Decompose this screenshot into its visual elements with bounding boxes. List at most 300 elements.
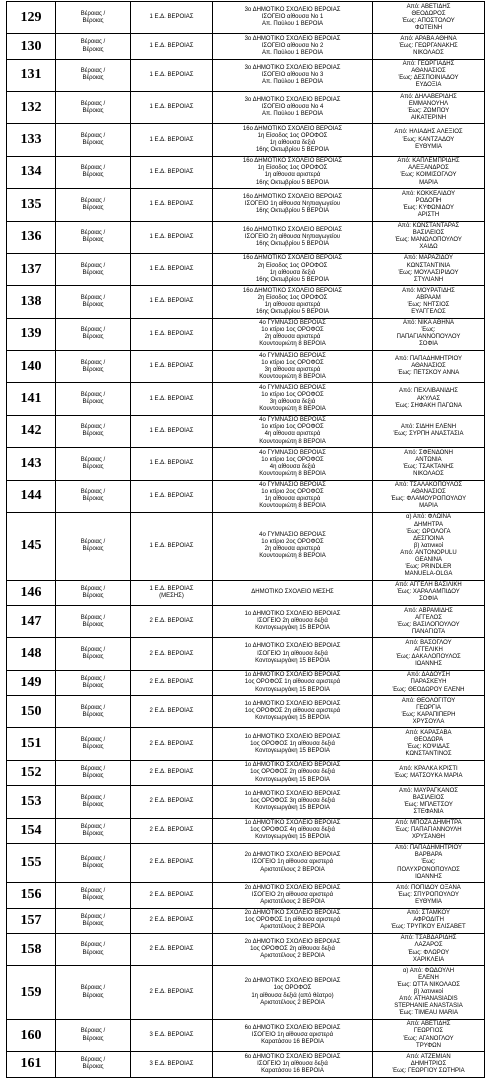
table-row <box>7 638 485 670</box>
area-line: Βέροιας / <box>80 197 106 204</box>
school-line: Κοντογεωργάκη 15 ΒΕΡΟΙΑ <box>255 657 330 664</box>
unit-cell <box>131 253 213 285</box>
range-line: ΦΩΤΕΙΝΗ <box>414 24 443 31</box>
unit-cell <box>131 966 213 1020</box>
area-line: Βέροιας / <box>80 1057 106 1064</box>
range-line: Έως: ΓΕΩΡΓΙΟΥ ΣΩΤΗΡΙΑ <box>392 1067 465 1074</box>
area-cell <box>56 696 131 728</box>
area-line: Βέροιας <box>82 863 104 870</box>
school-line: 2ο ΔΗΜΟΤΙΚΟ ΣΧΟΛΕΙΟ ΒΕΡΟΙΑΣ <box>244 852 341 859</box>
station-number: 144 <box>7 480 56 512</box>
area-line: Βέροιας / <box>80 823 106 830</box>
area-line: Βέροιας <box>82 895 104 902</box>
school-line: 4ο ΓΥΜΝΑΣΙΟ ΒΕΡΟΙΑΣ <box>259 532 326 539</box>
school-line: Απ. Παύλου 1 ΒΕΡΟΙΑ <box>261 78 324 85</box>
range-line: ΒΑΡΒΑΡΑ <box>414 852 443 859</box>
school-cell <box>213 480 373 512</box>
area-line: Βέροιας / <box>80 262 106 269</box>
range-line: ΙΩΑΝΝΗΣ <box>415 873 442 880</box>
range-line: Από: ΣΙΔΗΗ ΕΛΕΝΗ <box>400 424 457 431</box>
table-row <box>7 843 485 882</box>
range-line: Από: ATHANASIADIS <box>399 996 458 1003</box>
range-line: Από: ΜΟΥΡΑΤΙΔΗΣ <box>402 287 455 294</box>
school-line: 1ος ΟΡΟΦΟΣ 2η αίθουσα αριστερά <box>244 708 341 715</box>
school-line: 16ο ΔΗΜΟΤΙΚΟ ΣΧΟΛΕΙΟ ΒΕΡΟΙΑΣ <box>242 125 343 132</box>
range-line: ΑΙΚΑΤΕΡΙΝΗ <box>410 114 447 121</box>
range-line: Από: ΚΑΠΛΕΜΠΡΙΔΗΣ <box>397 158 460 165</box>
school-line: 6ο ΔΗΜΟΤΙΚΟ ΣΧΟΛΕΙΟ ΒΕΡΟΙΑΣ <box>244 1024 341 1031</box>
range-line: ΧΑΡΙΚΛΕΙΑ <box>412 956 445 963</box>
school-cell <box>213 318 373 350</box>
unit-cell <box>131 318 213 350</box>
school-line: ΙΣΟΓΕΙΟ αίθουσα Νο 1 <box>261 14 324 21</box>
school-line: 1η Είσοδος 1ος ΟΡΟΦΟΣ <box>257 133 328 139</box>
school-line: ΙΣΟΓΕΙΟ 1η αίθουσα Νηπιαγωγείου <box>244 201 341 208</box>
school-line: 1ο ΔΗΜΟΤΙΚΟ ΣΧΟΛΕΙΟ ΒΕΡΟΙΑΣ <box>244 820 341 826</box>
unit-cell <box>131 92 213 124</box>
station-number: 157 <box>7 908 56 933</box>
unit-line: 1 Ε.Δ. ΒΕΡΟΙΑΣ <box>149 542 194 549</box>
range-line: ΑΓΓΕΛΟΣ <box>415 614 442 621</box>
range-line: ΔΕΣΠΟΙΝΑ <box>413 535 444 542</box>
unit-line: 2 Ε.Δ. ΒΕΡΟΙΑΣ <box>149 891 194 898</box>
school-line: ΙΣΟΓΕΙΟ 1η αίθουσα δεξιά <box>257 1060 328 1067</box>
area-line: Βέροιας <box>82 1035 104 1042</box>
range-line: Από: ΗΛΙΑΔΗΣ ΑΛΕΞΙΟΣ <box>394 129 463 136</box>
range-line: β) λατινικοί <box>413 542 444 549</box>
unit-cell <box>131 383 213 415</box>
area-line: Βέροιας / <box>80 647 106 654</box>
range-line: ΕΥΘΥΜΙΑ <box>415 143 442 150</box>
school-cell <box>213 728 373 760</box>
area-line: Βέροιας <box>82 399 104 406</box>
school-cell <box>213 696 373 728</box>
range-line: Έως: ΚΑΡΑΠΙΠΕΡΗ <box>401 711 456 718</box>
unit-cell <box>131 480 213 512</box>
area-line: Βέροιας <box>82 334 104 341</box>
area-line: Βέροιας / <box>80 942 106 949</box>
station-number: 134 <box>7 156 56 188</box>
school-line: 16ης Οκτωβρίου 5 ΒΕΡΟΙΑ <box>255 240 330 247</box>
school-line: ΙΣΟΓΕΙΟ 2η αίθουσα δεξιά <box>257 618 328 625</box>
school-line: 1ο ΔΗΜΟΤΙΚΟ ΣΧΟΛΕΙΟ ΒΕΡΟΙΑΣ <box>244 733 341 740</box>
area-cell <box>56 606 131 638</box>
range-line: Από: ΚΟΚΚΕΛΙΔΟΥ <box>401 190 456 197</box>
unit-line: 1 Ε.Δ. ΒΕΡΟΙΑΣ <box>149 427 194 434</box>
station-number: 138 <box>7 286 56 318</box>
school-line: Απ. Παύλου 1 ΒΕΡΟΙΑ <box>261 21 324 28</box>
range-line: Από: ΔΑΔΟΥΣΗ <box>407 672 450 679</box>
range-line: ΠΑΡΑΣΚΕΥΗ <box>410 679 447 686</box>
school-line: 2ο ΔΗΜΟΤΙΚΟ ΣΧΟΛΕΙΟ ΒΕΡΟΙΑΣ <box>244 978 341 985</box>
range-line: Έως: <box>421 327 436 334</box>
range-cell <box>373 124 485 156</box>
school-line: 4ο ΓΥΜΝΑΣΙΟ ΒΕΡΟΙΑΣ <box>259 449 326 456</box>
range-line: Από: ANTONOPULU <box>400 549 457 556</box>
unit-line: 1 Ε.Δ. ΒΕΡΟΙΑΣ <box>149 460 194 467</box>
station-number: 147 <box>7 606 56 638</box>
school-line: 1η αίθουσα δεξιά <box>269 269 316 276</box>
area-cell <box>56 843 131 882</box>
range-line: Από: ΝΙΚΑ ΑΘΗΝΑ <box>402 320 455 327</box>
range-line: ΑΓΓΕΛΙΚΗ <box>414 647 443 654</box>
table-row <box>7 156 485 188</box>
school-line: Κουντουριώτη 8 ΒΕΡΟΙΑ <box>259 470 326 477</box>
school-cell <box>213 786 373 818</box>
station-number: 161 <box>7 1052 56 1077</box>
table-row <box>7 383 485 415</box>
table-row <box>7 883 485 908</box>
school-line: 16ο ΔΗΜΟΤΙΚΟ ΣΧΟΛΕΙΟ ΒΕΡΟΙΑΣ <box>242 226 343 233</box>
range-line: Από: ΔΗΛΑΒΕΡΙΔΗΣ <box>400 93 457 100</box>
unit-cell <box>131 843 213 882</box>
range-line: ΣΤΥΛΙΑΝΗ <box>413 276 444 283</box>
station-number: 130 <box>7 34 56 59</box>
school-line: Κουντουριώτη 8 ΒΕΡΟΙΑ <box>259 503 326 510</box>
area-cell <box>56 415 131 447</box>
school-line: 1ο ΔΗΜΟΤΙΚΟ ΣΧΟΛΕΙΟ ΒΕΡΟΙΑΣ <box>244 611 341 618</box>
school-line: 3ο ΔΗΜΟΤΙΚΟ ΣΧΟΛΕΙΟ ΒΕΡΟΙΑΣ <box>244 35 341 42</box>
range-line: Από: ΠΑΠΑΔΗΜΗΤΡΙΟΥ <box>395 845 462 852</box>
table-body <box>7 2 485 1078</box>
range-cell <box>373 638 485 670</box>
area-cell <box>56 221 131 253</box>
range-line: ΑΘΑΝΑΣΙΟΣ <box>411 489 446 496</box>
unit-line: (ΜΕΣΗΣ) <box>159 592 184 599</box>
school-line: Κοντογεωργάκη 15 ΒΕΡΟΙΑ <box>255 747 330 754</box>
unit-line: 1 Ε.Δ. ΒΕΡΟΙΑΣ <box>149 233 194 240</box>
area-line: Βέροιας <box>82 1064 104 1071</box>
station-number: 154 <box>7 818 56 843</box>
school-cell <box>213 448 373 480</box>
range-line: ΓΕΩΡΓΙΑ <box>416 704 441 711</box>
range-line: Από: ΑΓΓΕΛΗ ΒΑΣΙΛΙΚΗ <box>395 582 462 589</box>
school-cell <box>213 383 373 415</box>
range-line: Από: ΚΩΝΣΤΑΝΤΑΡΑΣ <box>397 223 460 230</box>
school-line: 1ο κτίριο 2ος ΟΡΟΦΟΣ <box>261 539 324 546</box>
area-line: Βέροιας <box>82 366 104 373</box>
station-number: 155 <box>7 843 56 882</box>
range-line: ΜΑΡΙΑ <box>419 503 438 510</box>
school-line: 1ο ΔΗΜΟΤΙΚΟ ΣΧΟΛΕΙΟ ΒΕΡΟΙΑΣ <box>244 701 341 708</box>
school-line: 4η αίθουσα αριστερά <box>264 431 321 438</box>
range-line: ΔΗΜΗΤΡΙΟΣ <box>410 1060 447 1067</box>
table-row <box>7 318 485 350</box>
area-cell <box>56 34 131 59</box>
range-cell <box>373 34 485 59</box>
range-line: ΑΡΙΣΤΗ <box>417 211 440 218</box>
range-cell <box>373 189 485 221</box>
range-cell <box>373 2 485 34</box>
area-line: Βέροιας / <box>80 165 106 172</box>
area-line: Βέροιας / <box>80 539 106 546</box>
school-line: 16ης Οκτωβρίου 5 ΒΕΡΟΙΑ <box>255 179 330 186</box>
area-line: Βέροιας <box>82 140 104 147</box>
school-line: ΙΣΟΓΕΙΟ αίθουσα Νο 3 <box>261 71 324 78</box>
area-cell <box>56 480 131 512</box>
polling-stations-table <box>6 1 485 1078</box>
range-line: Έως: ΜΟΥΛΑΣΙΡΙΔΟΥ <box>398 269 459 276</box>
station-number: 129 <box>7 2 56 34</box>
area-cell <box>56 638 131 670</box>
unit-cell <box>131 760 213 785</box>
range-line: ΣΟΦΙΑ <box>419 596 438 603</box>
school-cell <box>213 670 373 695</box>
school-line: 16ης Οκτωβρίου 5 ΒΕΡΟΙΑ <box>255 276 330 283</box>
unit-cell <box>131 415 213 447</box>
range-line: Από: ΜΑΥΡΑΓΚΑΝΟΣ <box>399 787 458 794</box>
school-line: 1ος ΟΡΟΦΟΣ 2η αίθουσα δεξιά <box>250 769 335 776</box>
range-line: ΡΟΔΟΠΗ <box>415 197 442 204</box>
range-cell <box>373 883 485 908</box>
school-cell <box>213 59 373 91</box>
range-cell <box>373 286 485 318</box>
school-line: Κουντουριώτη 8 ΒΕΡΟΙΑ <box>259 373 326 380</box>
school-line: 4ο ΓΥΜΝΑΣΙΟ ΒΕΡΟΙΑΣ <box>259 320 326 327</box>
table-row <box>7 221 485 253</box>
range-line: Έως: ΚΑΝΤΖΑΔΟΥ <box>402 136 455 143</box>
area-line: Βέροιας <box>82 546 104 553</box>
table-row <box>7 1052 485 1077</box>
unit-cell <box>131 1019 213 1051</box>
school-line: 1η αίθουσα αριστερά <box>264 172 321 179</box>
area-line: Βέροιας / <box>80 855 106 862</box>
school-cell <box>213 92 373 124</box>
unit-line: 1 Ε.Δ. ΒΕΡΟΙΑΣ <box>149 363 194 370</box>
table-row <box>7 286 485 318</box>
range-line: ΝΙΚΟΛΑΟΣ <box>413 470 444 477</box>
range-cell <box>373 786 485 818</box>
range-line: Από: ΑΡΑΒΑ ΑΘΗΝΑ <box>400 35 457 42</box>
range-line: Έως: ΖΩΜΠΟΥ <box>407 107 450 114</box>
school-line: ΙΣΟΓΕΙΟ 1η αίθουσα δεξιά <box>257 650 328 657</box>
range-cell <box>373 670 485 695</box>
station-number: 131 <box>7 59 56 91</box>
table-row <box>7 124 485 156</box>
unit-cell <box>131 818 213 843</box>
range-line: ΠΑΝΑΓΙΩΤΑ <box>411 628 446 635</box>
school-line: 16ο ΔΗΜΟΤΙΚΟ ΣΧΟΛΕΙΟ ΒΕΡΟΙΑΣ <box>242 255 343 262</box>
area-line: Βέροιας <box>82 431 104 438</box>
range-cell <box>373 92 485 124</box>
table-row <box>7 728 485 760</box>
table-row <box>7 34 485 59</box>
school-line: 4η αίθουσα δεξιά <box>269 463 316 470</box>
area-line: Βέροιας / <box>80 913 106 920</box>
range-line: ΛΑΖΑΡΟΣ <box>414 942 443 949</box>
area-cell <box>56 786 131 818</box>
unit-cell <box>131 351 213 383</box>
unit-line: 2 Ε.Δ. ΒΕΡΟΙΑΣ <box>149 769 194 776</box>
area-line: Βέροιας <box>82 830 104 837</box>
range-line: Από: ΚΡΑΛΚΑ ΚΡΙΣΤΙ <box>399 765 458 772</box>
school-cell <box>213 843 373 882</box>
range-line: α) Από: ΦΛΩΙΝΑ <box>406 514 451 521</box>
table-row <box>7 786 485 818</box>
school-cell <box>213 1019 373 1051</box>
school-line: Κοντογεωργάκη 15 ΒΕΡΟΙΑ <box>255 625 330 632</box>
range-line: Από: ΣΤΑΜΚΟΥ <box>406 910 451 917</box>
area-line: Βέροιας / <box>80 614 106 621</box>
range-line: ΔΗΜΗΤΡΑ <box>414 521 443 528</box>
school-line: 1ο ΔΗΜΟΤΙΚΟ ΣΧΟΛΕΙΟ ΒΕΡΟΙΑΣ <box>244 762 341 769</box>
school-line: Κοντογεωργάκη 15 ΒΕΡΟΙΑ <box>255 776 330 783</box>
unit-cell <box>131 2 213 34</box>
area-cell <box>56 933 131 965</box>
school-line: 4ο ΓΥΜΝΑΣΙΟ ΒΕΡΟΙΑΣ <box>259 352 326 359</box>
unit-line: 2 Ε.Δ. ΒΕΡΟΙΑΣ <box>149 650 194 657</box>
school-cell <box>213 253 373 285</box>
area-line: Βέροιας <box>82 744 104 751</box>
unit-line: 1 Ε.Δ. ΒΕΡΟΙΑΣ <box>149 136 194 143</box>
range-line: Έως: ΑΓΑΝΟΓΛΟΥ <box>403 1035 454 1042</box>
area-line: Βέροιας / <box>80 230 106 237</box>
range-line: GEANINA <box>414 556 442 563</box>
school-line: 1ος ΟΡΟΦΟΣ 1η αίθουσα αριστερά <box>244 917 341 924</box>
area-line: Βέροιας / <box>80 888 106 895</box>
unit-cell <box>131 34 213 59</box>
range-line: α) Από: ΦΩΔΟΥΛΗ <box>402 967 455 974</box>
station-number: 159 <box>7 966 56 1020</box>
school-line: 16ης Οκτωβρίου 5 ΒΕΡΟΙΑ <box>255 147 330 154</box>
range-cell <box>373 843 485 882</box>
school-cell <box>213 883 373 908</box>
table-row <box>7 696 485 728</box>
table-row <box>7 670 485 695</box>
area-line: Βέροιας <box>82 301 104 308</box>
station-number: 160 <box>7 1019 56 1051</box>
school-cell <box>213 933 373 965</box>
area-line: Βέροιας / <box>80 10 106 17</box>
school-cell <box>213 351 373 383</box>
range-line: ΧΡΥΣΟΥΛΑ <box>412 718 445 725</box>
station-number: 132 <box>7 92 56 124</box>
unit-line: 2 Ε.Δ. ΒΕΡΟΙΑΣ <box>149 945 194 952</box>
area-line: Βέροιας <box>82 621 104 628</box>
area-line: Βέροιας <box>82 592 104 599</box>
area-cell <box>56 966 131 1020</box>
area-cell <box>56 351 131 383</box>
unit-cell <box>131 124 213 156</box>
school-line: Κουντουριώτη 8 ΒΕΡΟΙΑ <box>259 438 326 445</box>
range-cell <box>373 818 485 843</box>
unit-line: 1 Ε.Δ. ΒΕΡΟΙΑΣ <box>149 71 194 78</box>
school-line: 1ο ΔΗΜΟΤΙΚΟ ΣΧΟΛΕΙΟ ΒΕΡΟΙΑΣ <box>244 643 341 650</box>
range-line: Από: ΑΒΕΤΙΔΗΣ <box>406 3 451 10</box>
school-line: Αριστοτέλους 2 ΒΕΡΟΙΑ <box>260 953 325 960</box>
range-line: ΕΜΜΑΝΟΥΗΛ <box>408 100 449 107</box>
range-line: Έως: TIMEAU MARIA <box>399 1010 458 1017</box>
area-line: Βέροιας / <box>80 585 106 592</box>
area-cell <box>56 580 131 605</box>
area-line: Βέροιας / <box>80 765 106 772</box>
range-cell <box>373 580 485 605</box>
range-line: MANUELA-OLGA <box>404 571 453 578</box>
unit-cell <box>131 728 213 760</box>
area-line: Βέροιας / <box>80 794 106 801</box>
area-line: Βέροιας <box>82 711 104 718</box>
range-line: ΕΥΔΟΞΙΑ <box>415 82 442 89</box>
area-line: Βέροιας / <box>80 675 106 682</box>
station-number: 136 <box>7 221 56 253</box>
area-cell <box>56 1019 131 1051</box>
school-line: 1ο κτίριο 1ος ΟΡΟΦΟΣ <box>261 359 324 366</box>
range-line: Από: ΜΠΟΖΑ ΔΗΜΗΤΡΑ <box>395 820 462 826</box>
area-line: Βέροιας <box>82 992 104 999</box>
school-cell <box>213 124 373 156</box>
area-cell <box>56 1052 131 1077</box>
range-cell <box>373 415 485 447</box>
range-line: ΑΛΕΞΑΝΔΡΟΣ <box>408 165 449 172</box>
area-line: Βέροιας / <box>80 327 106 334</box>
area-cell <box>56 818 131 843</box>
unit-cell <box>131 221 213 253</box>
area-line: Βέροιας / <box>80 294 106 301</box>
area-line: Βέροιας <box>82 46 104 53</box>
station-number: 143 <box>7 448 56 480</box>
range-line: ΑΘΑΝΑΣΙΟΣ <box>411 68 446 75</box>
area-cell <box>56 448 131 480</box>
range-cell <box>373 696 485 728</box>
school-cell <box>213 221 373 253</box>
area-line: Βέροιας <box>82 682 104 689</box>
table-row <box>7 606 485 638</box>
unit-line: 3 Ε.Δ. ΒΕΡΟΙΑΣ <box>149 1032 194 1039</box>
school-cell <box>213 286 373 318</box>
school-cell <box>213 189 373 221</box>
range-cell <box>373 1019 485 1051</box>
unit-line: 1 Ε.Δ. ΒΕΡΟΙΑΣ <box>149 585 194 592</box>
area-line: Βέροιας <box>82 496 104 503</box>
range-line: Έως: PRINDLER <box>405 564 452 571</box>
area-cell <box>56 383 131 415</box>
range-line: ΑΦΡΟΔΙΤΗ <box>413 917 444 924</box>
range-line: ΜΑΡΙΑ <box>419 179 438 186</box>
school-line: 16ης Οκτωβρίου 5 ΒΕΡΟΙΑ <box>255 309 330 316</box>
school-cell <box>213 580 373 605</box>
school-line: Κουντουριώτη 8 ΒΕΡΟΙΑ <box>259 341 326 348</box>
school-line: 4ο ΓΥΜΝΑΣΙΟ ΒΕΡΟΙΑΣ <box>259 417 326 424</box>
area-cell <box>56 92 131 124</box>
range-line: Από: ΠΟΠΙΔΟΥ ΟΞΑΝΑ <box>396 884 461 891</box>
area-line: Βέροιας / <box>80 489 106 496</box>
station-number: 149 <box>7 670 56 695</box>
range-line: Από: ΣΦΕΝΔΟΝΗ <box>404 449 453 456</box>
area-line: Βέροιας <box>82 269 104 276</box>
school-line: Αριστοτέλους 2 ΒΕΡΟΙΑ <box>260 924 325 931</box>
unit-line: 1 Ε.Δ. ΒΕΡΟΙΑΣ <box>149 201 194 208</box>
range-line: ΕΥΘΥΜΙΑ <box>415 898 442 905</box>
area-line: Βέροιας / <box>80 737 106 744</box>
school-line: Καρατάσου 16 ΒΕΡΟΙΑ <box>261 1039 324 1046</box>
area-line: Βέροιας <box>82 949 104 956</box>
school-line: Αριστοτέλους 2 ΒΕΡΟΙΑ <box>260 898 325 905</box>
area-cell <box>56 670 131 695</box>
unit-line: 2 Ε.Δ. ΒΕΡΟΙΑΣ <box>149 859 194 866</box>
area-cell <box>56 728 131 760</box>
area-line: Βέροιας / <box>80 704 106 711</box>
range-line: Από: ΘΕΟΛΟΓΙΤΟΥ <box>401 697 456 704</box>
unit-line: 1 Ε.Δ. ΒΕΡΟΙΑΣ <box>149 330 194 337</box>
range-line: Έως: ΠΑΠΑΓΙΑΝΝΟΥΛΗ <box>395 827 462 834</box>
station-number: 141 <box>7 383 56 415</box>
school-cell <box>213 638 373 670</box>
area-line: Βέροιας / <box>80 359 106 366</box>
range-line: ΕΛΕΝΗ <box>418 974 439 981</box>
table-row <box>7 59 485 91</box>
range-line: Έως: ΜΑΤΣΟΥΚΑ ΜΑΡΙΑ <box>394 772 463 779</box>
school-line: Αριστοτέλους 2 ΒΕΡΟΙΑ <box>260 999 325 1006</box>
